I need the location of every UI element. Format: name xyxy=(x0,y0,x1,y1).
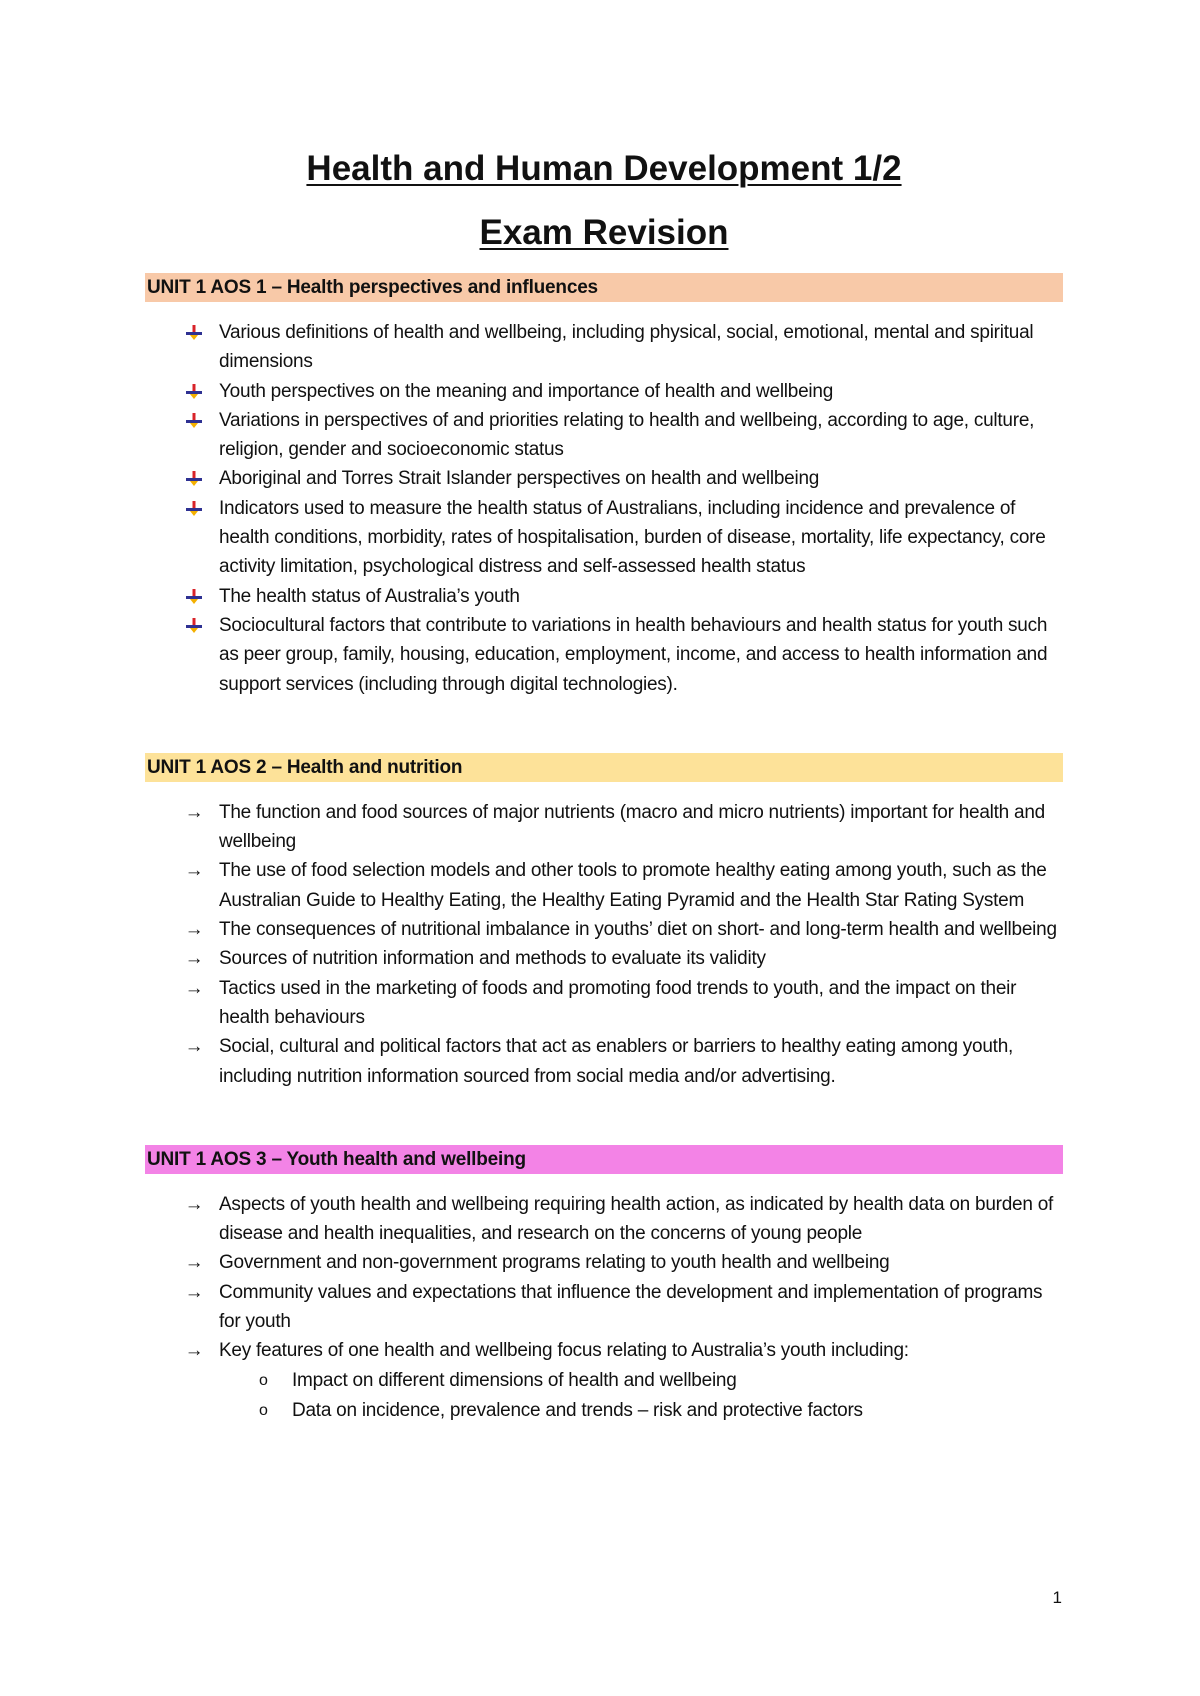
list-item: → Government and non-government programs relating to youth health and wellbeing xyxy=(145,1248,1063,1277)
arrow-icon: → xyxy=(184,1340,204,1362)
page-content xyxy=(145,148,1063,1426)
section-heading-unit1-aos1: UNIT 1 AOS 1 – Health perspectives and influences xyxy=(145,273,1063,302)
arrow-icon: → xyxy=(184,801,204,823)
arrow-icon: → xyxy=(184,919,204,941)
section-spacer xyxy=(145,1091,1063,1117)
section-heading-unit1-aos2: UNIT 1 AOS 2 – Health and nutrition xyxy=(145,753,1063,782)
list-item: → Social, cultural and political factors that act as enablers or barriers to healthy eating among youth, including nutrition information sourced from social media and/or advertising. xyxy=(145,1032,1063,1091)
list-item: → The function and food sources of major nutrients (macro and micro nutrients) important for health and wellbeing xyxy=(145,798,1063,857)
arrow-icon: → xyxy=(184,948,204,970)
sub-list xyxy=(145,1366,1063,1426)
arrow-icon: → xyxy=(184,1252,204,1274)
section-list-unit1-aos2 xyxy=(145,798,1063,1091)
sub-list-item: o Data on incidence, prevalence and trends – risk and protective factors xyxy=(145,1396,1063,1426)
section-list-unit1-aos1 xyxy=(145,318,1063,699)
arrow-icon: → xyxy=(184,1281,204,1303)
circle-bullet-icon: o xyxy=(259,1401,268,1419)
sub-list-item: o Impact on different dimensions of health and wellbeing xyxy=(145,1366,1063,1396)
list-item: Aboriginal and Torres Strait Islander perspectives on health and wellbeing xyxy=(145,464,1063,493)
document-title: Health and Human Development 1/2 xyxy=(306,149,902,188)
list-item: → Aspects of youth health and wellbeing requiring health action, as indicated by health data on burden of disease and health inequalities, and research on the concerns of young people xyxy=(145,1190,1063,1249)
section-spacer xyxy=(145,699,1063,725)
arrow-icon: → xyxy=(184,977,204,999)
list-item: Indicators used to measure the health status of Australians, including incidence and prevalence of health conditions, morbidity, rates of hospitalisation, burden of disease, mortality, life expectancy, core activity limitation, psychological distress and self-assessed health status xyxy=(145,494,1063,582)
arrow-icon: → xyxy=(184,860,204,882)
list-item: → Key features of one health and wellbeing focus relating to Australia’s youth including: xyxy=(145,1336,1063,1365)
circle-bullet-icon: o xyxy=(259,1371,268,1389)
list-item: The health status of Australia’s youth xyxy=(145,582,1063,611)
arrow-icon: → xyxy=(184,1036,204,1058)
list-item: Various definitions of health and wellbeing, including physical, social, emotional, mental and spiritual dimensions xyxy=(145,318,1063,377)
list-item: → Tactics used in the marketing of foods and promoting food trends to youth, and the impact on their health behaviours xyxy=(145,974,1063,1033)
list-item: Variations in perspectives of and priorities relating to health and wellbeing, according to age, culture, religion, gender and socioeconomic status xyxy=(145,406,1063,465)
page-number: 1 xyxy=(1052,1588,1062,1607)
list-item: Sociocultural factors that contribute to variations in health behaviours and health status for youth such as peer group, family, housing, education, employment, income, and access to health information and support services (including through digital technologies). xyxy=(145,611,1063,699)
list-item: Youth perspectives on the meaning and importance of health and wellbeing xyxy=(145,377,1063,406)
list-item: → Community values and expectations that influence the development and implementation of programs for youth xyxy=(145,1278,1063,1337)
section-list-unit1-aos3 xyxy=(145,1190,1063,1366)
list-item: → The use of food selection models and other tools to promote healthy eating among youth, such as the Australian Guide to Healthy Eating, the Healthy Eating Pyramid and the Health Star Rating System xyxy=(145,856,1063,915)
section-heading-unit1-aos3: UNIT 1 AOS 3 – Youth health and wellbeing xyxy=(145,1145,1063,1174)
list-item: → Sources of nutrition information and methods to evaluate its validity xyxy=(145,944,1063,973)
document-subtitle: Exam Revision xyxy=(479,213,729,252)
list-item: → The consequences of nutritional imbalance in youths’ diet on short- and long-term health and wellbeing xyxy=(145,915,1063,944)
arrow-icon: → xyxy=(184,1193,204,1215)
